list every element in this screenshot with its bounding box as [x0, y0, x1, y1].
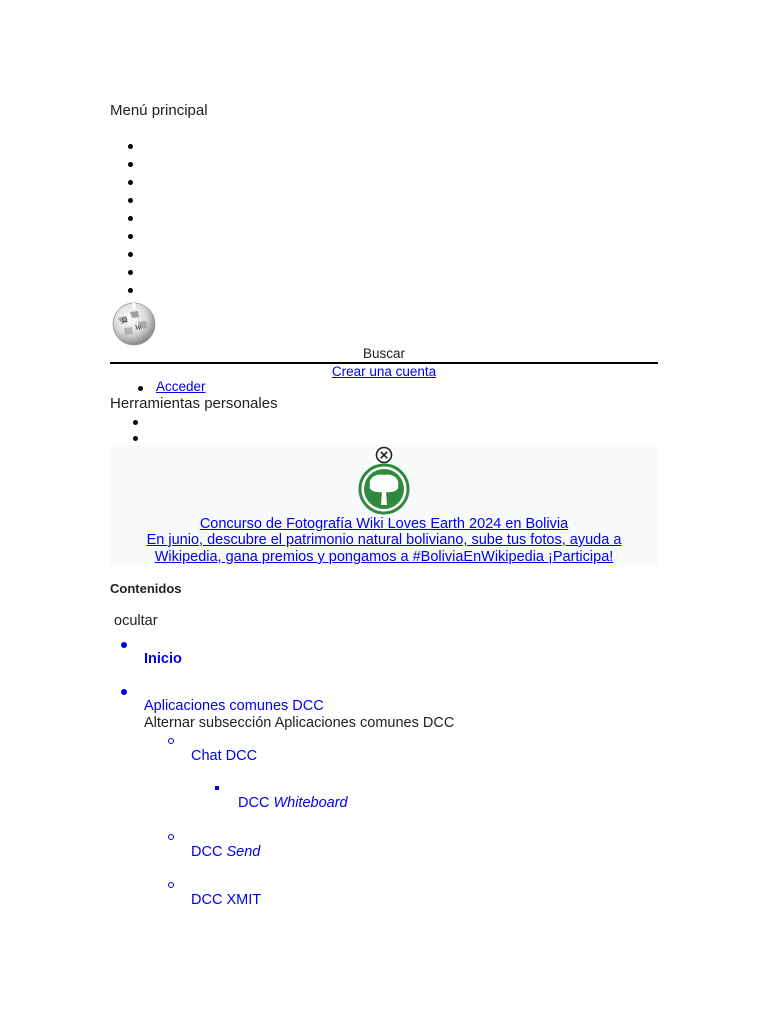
toc-bullet — [168, 882, 174, 888]
personal-tools-label[interactable]: Herramientas personales — [110, 395, 278, 412]
toc-item-dcc-whiteboard[interactable] — [238, 795, 348, 811]
toc-item-aplicaciones-comunes-dcc[interactable]: Aplicaciones comunes DCC — [144, 698, 324, 714]
svg-text:W: W — [135, 324, 142, 332]
main-menu-item[interactable] — [128, 144, 133, 149]
main-menu-item[interactable] — [128, 180, 133, 185]
main-menu-item[interactable] — [128, 288, 133, 293]
toc-item-italic: Whiteboard — [273, 795, 348, 811]
personal-tools-item[interactable] — [133, 420, 138, 425]
main-menu-item[interactable] — [128, 270, 133, 275]
search-label[interactable]: Buscar — [362, 346, 406, 361]
main-menu-label[interactable]: Menú principal — [110, 102, 208, 119]
login-bullet — [138, 386, 143, 391]
create-account-link[interactable]: Crear una cuenta — [331, 364, 437, 379]
toc-bullet — [215, 786, 219, 790]
toc-item-italic: Send — [226, 844, 261, 860]
toc-title: Contenidos — [110, 581, 182, 596]
svg-text:Ω: Ω — [122, 316, 128, 324]
toc-item-prefix: DCC — [191, 844, 227, 860]
toc-bullet — [168, 834, 174, 840]
toc-toggle-subsection-button[interactable]: Alternar subsección Aplicaciones comunes DCC — [144, 715, 455, 731]
toc-bullet — [121, 689, 127, 695]
close-icon[interactable] — [375, 446, 393, 464]
main-menu-item[interactable] — [128, 216, 133, 221]
main-menu-item[interactable] — [128, 162, 133, 167]
banner-text-line2[interactable]: Wikipedia, gana premios y pongamos a #BoliviaEnWikipedia ¡Participa! — [154, 549, 614, 565]
toc-hide-button[interactable]: ocultar — [114, 613, 158, 629]
campaign-banner — [110, 445, 658, 565]
toc-bullet — [168, 738, 174, 744]
wikipedia-logo[interactable] — [108, 300, 160, 346]
toc-item-chat-dcc[interactable]: Chat DCC — [191, 748, 258, 764]
toc-item-dcc-send[interactable] — [191, 844, 260, 860]
personal-tools-item[interactable] — [133, 436, 138, 441]
login-link[interactable]: Acceder — [156, 379, 206, 394]
main-menu-item[interactable] — [128, 252, 133, 257]
toc-item-prefix: DCC — [238, 795, 274, 811]
main-menu-item[interactable] — [128, 198, 133, 203]
tree-icon — [358, 463, 410, 515]
banner-title-link[interactable]: Concurso de Fotografía Wiki Loves Earth 2024 en Bolivia — [199, 516, 569, 532]
main-menu-item[interactable] — [128, 234, 133, 239]
banner-text-line1[interactable]: En junio, descubre el patrimonio natural boliviano, sube tus fotos, ayuda a — [146, 532, 622, 548]
toc-item-dcc-xmit[interactable]: DCC XMIT — [191, 892, 262, 908]
toc-item-inicio[interactable]: Inicio — [144, 651, 182, 667]
toc-bullet — [121, 642, 127, 648]
